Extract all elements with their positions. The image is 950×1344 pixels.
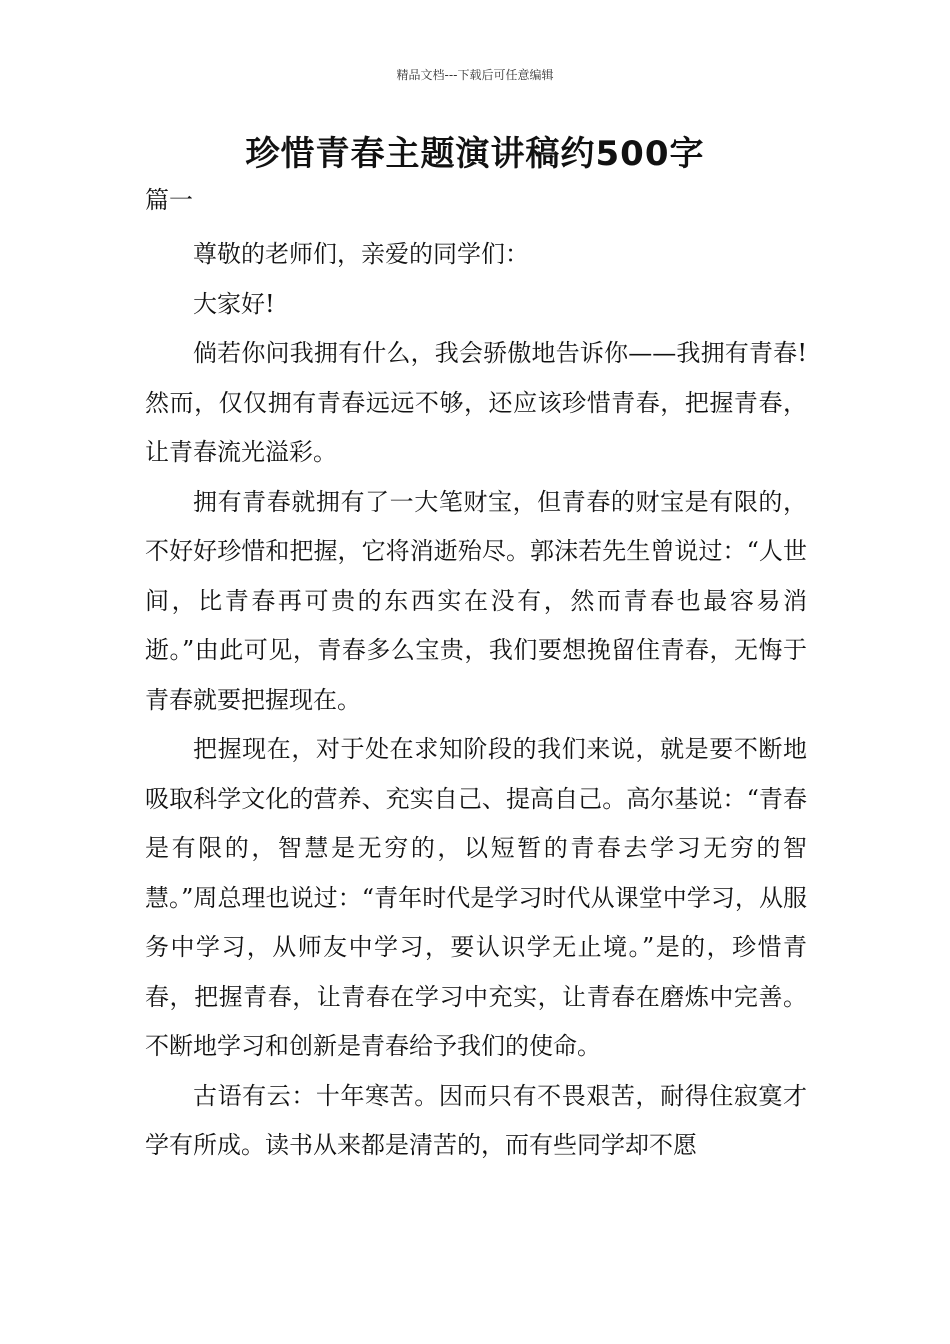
paragraph-salutation: 尊敬的老师们，亲爱的同学们： [193,240,529,268]
document-title: 珍惜青春主题演讲稿约500字 [245,134,705,174]
document-body [145,230,807,1171]
paragraph-greeting: 大家好! [193,289,275,318]
paragraph: 把握现在，对于处在求知阶段的我们来说，就是要不断地吸取科学文化的营养、充实自己、提高自己。高尔基说：“青春是有限的，智慧是无穷的，以短暂的青春去学习无穷的智慧。”周总理也说过：“青年时代是学习时代从课堂中学习，从服务中学习，从师友中学习，要认识学无止境。”是的，珍惜青春，把握青春，让青春在学习中充实，让青春在磨炼中完善。不断地学习和创新是青春给予我们的使命。 [145,735,807,1060]
section-label: 篇一 [145,186,193,214]
page-header-note: 精品文档---下载后可任意编辑 [396,68,554,82]
paragraph: 倘若你问我拥有什么，我会骄傲地告诉你——我拥有青春!然而，仅仅拥有青春远远不够，还应该珍惜青春，把握青春，让青春流光溢彩。 [145,339,807,466]
paragraph: 拥有青春就拥有了一大笔财宝，但青春的财宝是有限的，不好好珍惜和把握，它将消逝殆尽。郭沫若先生曾说过：“人世间，比青春再可贵的东西实在没有，然而青春也最容易消逝。”由此可见，青春多么宝贵，我们要想挽留住青春，无悔于青春就要把握现在。 [145,487,807,714]
paragraph: 古语有云：十年寒苦。因而只有不畏艰苦，耐得住寂寞才学有所成。读书从来都是清苦的，而有些同学却不愿 [145,1081,807,1159]
